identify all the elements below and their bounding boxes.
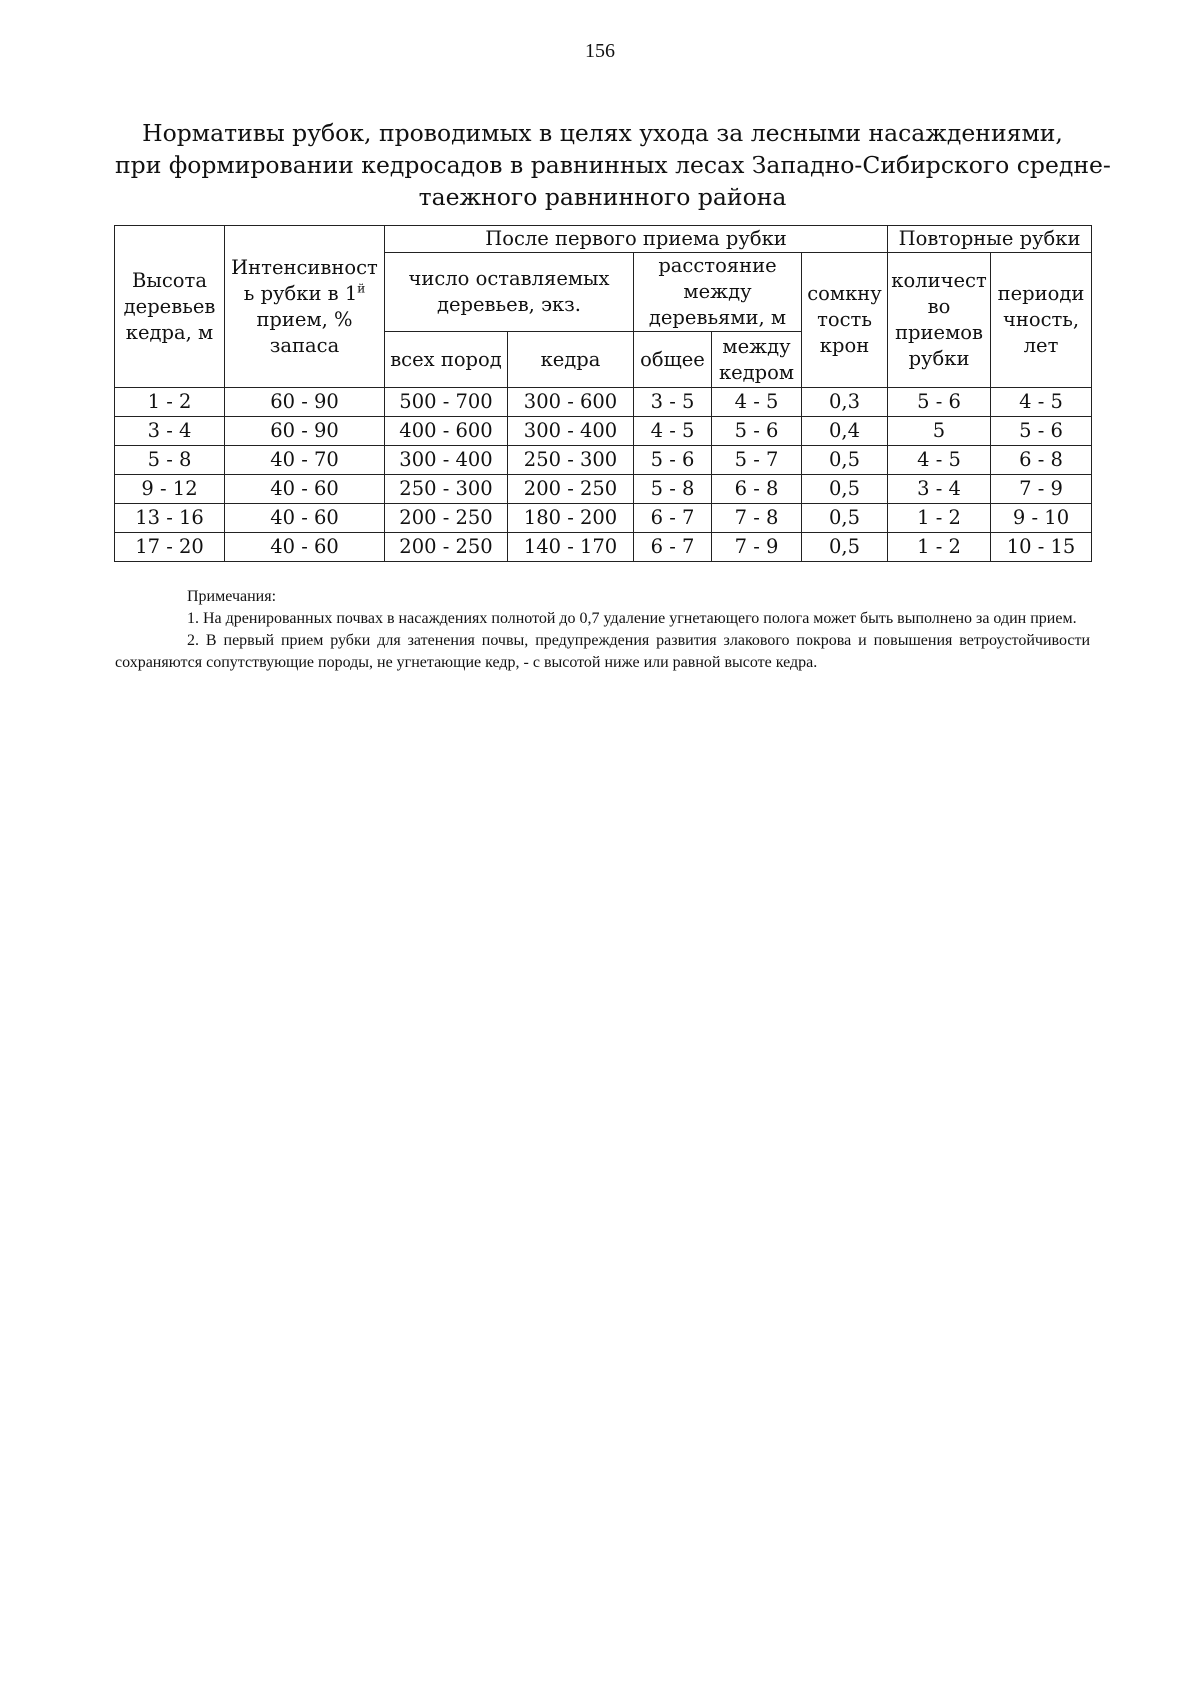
cell-all-species: 500 - 700: [385, 388, 508, 417]
cell-height: 9 - 12: [115, 475, 225, 504]
title-line-3: таежного равнинного района: [418, 183, 787, 211]
cell-between-cedar: 4 - 5: [712, 388, 802, 417]
cell-cedar: 300 - 600: [508, 388, 634, 417]
header-all-species: всех пород: [385, 332, 508, 388]
cell-closure: 0,5: [802, 504, 888, 533]
cell-periodicity: 6 - 8: [991, 446, 1092, 475]
header-general: общее: [634, 332, 712, 388]
cell-periodicity: 7 - 9: [991, 475, 1092, 504]
page-number: 156: [585, 40, 615, 62]
cell-cedar: 140 - 170: [508, 533, 634, 562]
note-item-1: 1. На дренированных почвах в насаждениях полнотой до 0,7 удаление угнетающего полога может быть выполнено за один прием.: [187, 610, 1077, 627]
cell-between-cedar: 7 - 9: [712, 533, 802, 562]
cell-closure: 0,5: [802, 446, 888, 475]
cell-count: 1 - 2: [888, 533, 991, 562]
header-between-cedar: между кедром: [712, 332, 802, 388]
cell-count: 1 - 2: [888, 504, 991, 533]
header-height: Высота деревьев кедра, м: [115, 226, 225, 388]
cell-general: 6 - 7: [634, 504, 712, 533]
cell-closure: 0,4: [802, 417, 888, 446]
cell-all-species: 300 - 400: [385, 446, 508, 475]
cell-count: 3 - 4: [888, 475, 991, 504]
cell-general: 3 - 5: [634, 388, 712, 417]
cell-height: 5 - 8: [115, 446, 225, 475]
cell-intensity: 60 - 90: [225, 417, 385, 446]
cell-cedar: 250 - 300: [508, 446, 634, 475]
header-after-first-cut: После первого приема рубки: [385, 226, 888, 253]
table-row: [115, 533, 1092, 562]
cell-closure: 0,3: [802, 388, 888, 417]
header-periodicity: периоди чность, лет: [991, 253, 1092, 388]
cell-all-species: 250 - 300: [385, 475, 508, 504]
cell-general: 6 - 7: [634, 533, 712, 562]
table-row: [115, 504, 1092, 533]
cell-intensity: 40 - 60: [225, 504, 385, 533]
header-cedar: кедра: [508, 332, 634, 388]
cell-periodicity: 5 - 6: [991, 417, 1092, 446]
header-distance: расстояние между деревьями, м: [634, 253, 802, 332]
cell-intensity: 40 - 60: [225, 533, 385, 562]
cell-height: 17 - 20: [115, 533, 225, 562]
cell-count: 4 - 5: [888, 446, 991, 475]
cell-cedar: 300 - 400: [508, 417, 634, 446]
cell-general: 5 - 8: [634, 475, 712, 504]
header-repeat-cuts: Повторные рубки: [888, 226, 1092, 253]
cell-all-species: 200 - 250: [385, 533, 508, 562]
notes-heading: Примечания:: [187, 588, 277, 605]
header-trees-left: число оставляемых деревьев, экз.: [385, 253, 634, 332]
table-header: [115, 226, 1092, 388]
cell-count: 5 - 6: [888, 388, 991, 417]
cell-closure: 0,5: [802, 533, 888, 562]
cell-all-species: 200 - 250: [385, 504, 508, 533]
cell-closure: 0,5: [802, 475, 888, 504]
table-body: [115, 388, 1092, 562]
title-line-2: при формировании кедросадов в равнинных лесах Западно-Сибирского средне-: [115, 151, 1111, 179]
cell-intensity: 40 - 60: [225, 475, 385, 504]
cell-count: 5: [888, 417, 991, 446]
header-closure: сомкну тость крон: [802, 253, 888, 388]
cell-intensity: 40 - 70: [225, 446, 385, 475]
cell-between-cedar: 5 - 7: [712, 446, 802, 475]
cell-height: 13 - 16: [115, 504, 225, 533]
cell-cedar: 200 - 250: [508, 475, 634, 504]
header-intensity-superscript: й: [357, 281, 366, 295]
cell-all-species: 400 - 600: [385, 417, 508, 446]
table-row: [115, 417, 1092, 446]
cell-between-cedar: 6 - 8: [712, 475, 802, 504]
cell-intensity: 60 - 90: [225, 388, 385, 417]
cell-height: 1 - 2: [115, 388, 225, 417]
cell-height: 3 - 4: [115, 417, 225, 446]
header-intensity-text-end: прием, % запаса: [256, 307, 353, 357]
notes-section: [115, 586, 1090, 674]
cell-periodicity: 10 - 15: [991, 533, 1092, 562]
header-count: количест во приемов рубки: [888, 253, 991, 388]
title-line-1: Нормативы рубок, проводимых в целях ухода за лесными насаждениями,: [142, 119, 1063, 147]
cell-general: 4 - 5: [634, 417, 712, 446]
note-item-2: 2. В первый прием рубки для затенения почвы, предупреждения развития злакового покрова и повышения ветроустойчивости сохраняются сопутствующие породы, не угнетающие кедр, - с высотой ниже или равной высоте кедра.: [115, 632, 1090, 671]
header-intensity: [225, 226, 385, 388]
cell-between-cedar: 5 - 6: [712, 417, 802, 446]
cell-between-cedar: 7 - 8: [712, 504, 802, 533]
norms-table: [114, 225, 1092, 562]
table-row: [115, 475, 1092, 504]
table-row: [115, 388, 1092, 417]
cell-periodicity: 4 - 5: [991, 388, 1092, 417]
cell-cedar: 180 - 200: [508, 504, 634, 533]
cell-periodicity: 9 - 10: [991, 504, 1092, 533]
table-row: [115, 446, 1092, 475]
header-intensity-text: Интенсивност ь рубки в 1: [231, 255, 378, 305]
cell-general: 5 - 6: [634, 446, 712, 475]
document-title: [115, 117, 1111, 213]
